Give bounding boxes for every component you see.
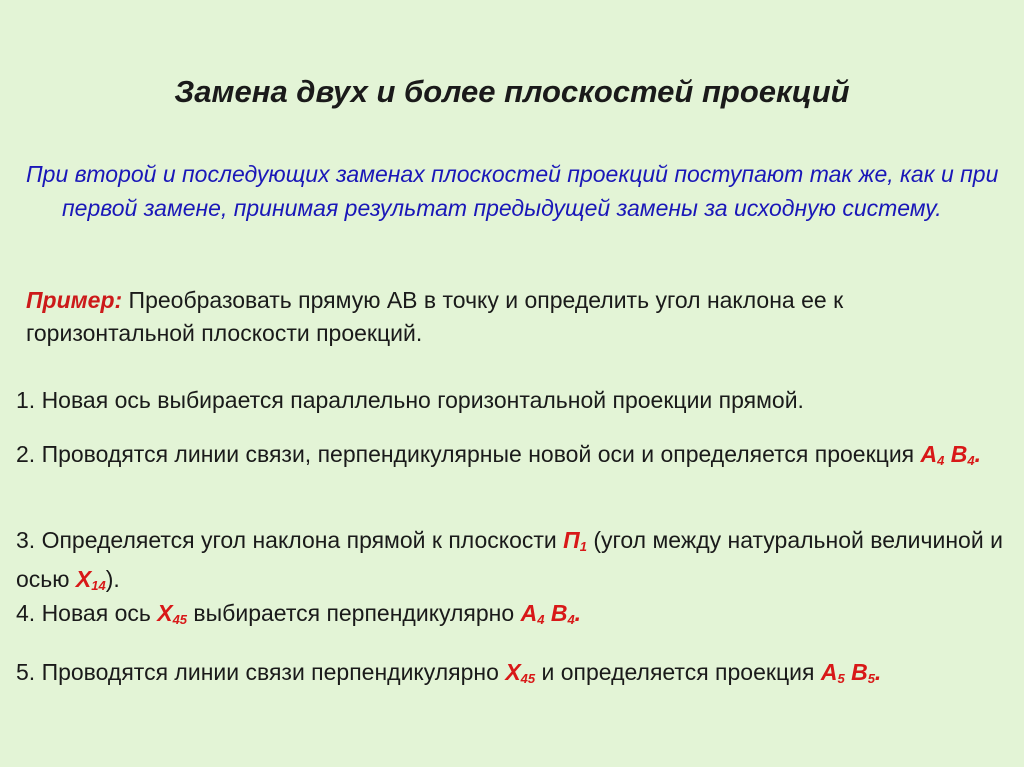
point-b-index: 4 (967, 453, 975, 468)
step-5-projection (821, 659, 882, 685)
step-3-text: 3. Определяется угол наклона прямой к плоскости (16, 527, 564, 553)
step-5-mid-text: и определяется проекция (535, 659, 821, 685)
step-4-mid-text: выбирается перпендикулярно (187, 600, 521, 626)
plane-p1 (563, 527, 587, 553)
step-1-text: 1. Новая ось выбирается параллельно горизонтальной проекции прямой. (16, 387, 804, 413)
step-2-text: 2. Проводятся линии связи, перпендикулярные новой оси и определяется проекция (16, 441, 921, 467)
step-2-projection (921, 441, 982, 467)
intro-paragraph: При второй и последующих заменах плоскостей проекций поступают так же, как и при первой замене, принимая результат предыдущей замены за исходную систему. (26, 161, 999, 221)
step-5 (16, 656, 1006, 695)
point-b: В (550, 600, 568, 626)
step-4 (16, 597, 1006, 636)
step-5-text: 5. Проводятся линии связи перпендикулярно (16, 659, 506, 685)
point-a: А (820, 659, 838, 685)
axis-x45 (505, 659, 535, 685)
axis-index: 45 (520, 671, 536, 686)
axis-letter: Х (505, 659, 521, 685)
axis-letter: Х (75, 566, 92, 592)
example-paragraph (26, 284, 1001, 350)
end-dot: . (874, 659, 882, 685)
axis-letter: Х (157, 600, 173, 626)
end-dot: . (974, 441, 982, 467)
step-1 (16, 384, 1006, 416)
step-4-projection (521, 600, 582, 626)
point-b: В (950, 441, 968, 467)
step-3-mid-text: (угол между натуральной величиной и осью (16, 527, 1003, 592)
slide-title: Замена двух и более плоскостей проекций (174, 74, 850, 109)
point-b-index: 4 (567, 612, 575, 627)
point-a-index: 4 (537, 612, 545, 627)
point-b: В (851, 659, 868, 685)
example-label: Пример: (26, 287, 123, 313)
step-3 (16, 524, 1006, 602)
point-a-index: 4 (937, 453, 945, 468)
step-2 (16, 438, 1006, 477)
plane-letter: П (563, 527, 580, 553)
axis-x14 (76, 566, 106, 592)
axis-x45 (157, 600, 187, 626)
step-3-end: ). (105, 566, 120, 592)
end-dot: . (574, 600, 582, 626)
point-a: А (520, 600, 538, 626)
example-text: Преобразовать прямую АВ в точку и определить угол наклона ее к горизонтальной плоскости проекций. (26, 287, 844, 346)
step-4-text: 4. Новая ось (16, 600, 158, 626)
point-a: А (920, 441, 938, 467)
axis-index: 45 (172, 612, 188, 627)
point-a-index: 5 (837, 671, 845, 686)
point-b-index: 5 (867, 671, 875, 686)
axis-index: 14 (91, 578, 106, 593)
plane-index: 1 (579, 539, 587, 554)
